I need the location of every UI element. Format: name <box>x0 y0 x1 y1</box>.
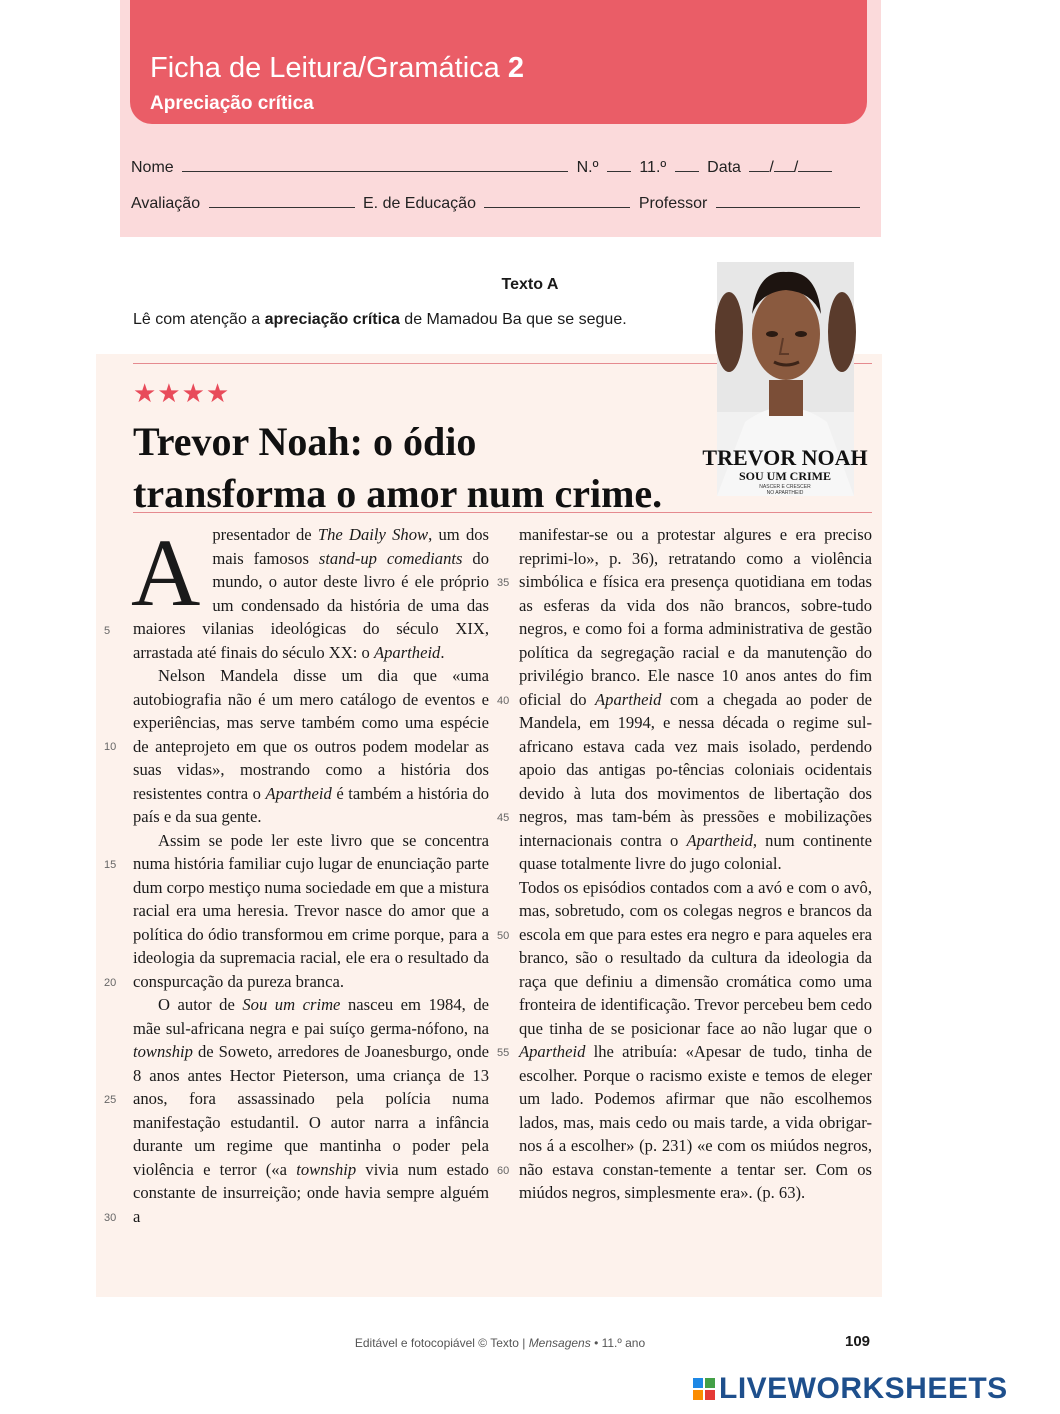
cover-title: TREVOR NOAH <box>702 445 868 470</box>
line-number: 55 <box>497 1047 510 1059</box>
paragraph: Apresentador de The Daily Show, um dos mais famosos stand-up comediants do mundo, o autor deste livro é ele próprio um condensado da história de uma das maiores vilanias ideológicas do século XIX, arrastada até finais do século XX: o Apartheid. <box>131 519 490 662</box>
paragraph: manifestar-se ou a protestar algures e era preciso reprimi-lo», p. 36), retratando como a violência simbólica e física era presença quotidiana em todas as esferas da vida dos não brancos, sobre-tudo negros, e como foi a forma administrativa de gestão política da segregação racial e da manutenção do privilégio branco. Ele nasce 10 anos antes do fim oficial do Apartheid com a chegada ao poder de Mandela, em 1994, e nessa década o regime sul-africano estava cada vez mais isolado, perdendo apoio das antigas po-tências coloniais ocidentais devido à luta dos movimentos de libertação dos negros, mas tam-bém às pressões e mobilizações internacionais contra o Apartheid, num continente quase totalmente livre do jugo colonial. <box>519 525 873 873</box>
year-label: 11.º <box>639 159 667 176</box>
class-field[interactable] <box>675 157 699 172</box>
line-number: 35 <box>497 577 510 589</box>
teacher-field[interactable] <box>716 193 860 208</box>
date-month-field[interactable] <box>774 157 794 172</box>
line-number: 20 <box>104 977 117 989</box>
line-number: 30 <box>104 1212 117 1224</box>
article-column-right <box>519 523 872 1205</box>
cover-tagline: NASCER E CRESCER <box>759 484 811 490</box>
rating-stars: ★★★★ <box>133 378 231 408</box>
number-field[interactable] <box>607 157 631 172</box>
line-number: 15 <box>104 859 117 871</box>
guardian-field[interactable] <box>484 193 630 208</box>
line-number: 10 <box>104 741 117 753</box>
liveworksheets-brand-text: LIVEWORKSHEETS <box>719 1372 1008 1405</box>
book-cover-illustration <box>702 262 868 496</box>
section-label: Texto A <box>501 276 559 293</box>
date-year-field[interactable] <box>798 157 832 172</box>
article-column-left <box>131 519 490 1228</box>
worksheet-number: 2 <box>507 52 524 84</box>
line-number: 45 <box>497 812 510 824</box>
form-row-identification <box>131 157 836 177</box>
drop-cap: A <box>131 519 201 626</box>
line-number: 40 <box>497 695 510 707</box>
article-headline: Trevor Noah: o ódio transforma o amor num crime. <box>133 419 663 516</box>
page-number: 109 <box>845 1333 871 1350</box>
line-number: 50 <box>497 930 510 942</box>
worksheet-title: Ficha de Leitura/Gramática 2 <box>150 52 524 84</box>
date-separator: / <box>793 159 799 176</box>
line-number: 25 <box>104 1094 117 1106</box>
paragraph: Todos os episódios contados com a avó e com o avô, mas, sobretudo, com os colegas negros e brancos da escola em que para estes era negro e para aqueles era branco, são o resultado da cultura da ideologia da raça que definiu a dimensão cromática como uma fronteira de identificação. Trevor percebeu bem cedo que tinha de se posicionar face ao não lugar que o Apartheid lhe atribuía: «Apesar de tudo, tinha de escolher. Porque o racismo existe e temos de eleger um lado. Podemos afirmar que não escolhemos lados, mas, mais cedo ou mais tarde, a vida obrigar-nos á a escolher» (p. 231) «e com os miúdos negros, não estava constan-temente a tentar ser. Com os miúdos negros, simplesmente era». (p. 63). <box>519 877 872 1202</box>
cover-tagline: NO APARTHEID <box>766 490 804 496</box>
form-row-evaluation <box>131 193 864 213</box>
intro-instruction: Lê com atenção a apreciação crítica de Mamadou Ba que se segue. <box>133 311 627 328</box>
date-day-field[interactable] <box>749 157 769 172</box>
guardian-label: E. de Educação <box>363 195 476 212</box>
liveworksheets-logo-icon <box>693 1378 715 1400</box>
paragraph: Assim se pode ler este livro que se concentra numa história familiar cujo lugar de enunciação parte dum corpo mestiço numa sociedade em que a mistura racial era uma heresia. Trevor nasce do amor que a política do ódio transformou em crime porque, para a ideologia da supremacia racial, ele era o resultado da conspurcação da pureza branca. <box>133 830 489 991</box>
name-field[interactable] <box>182 157 568 172</box>
number-label: N.º <box>576 159 599 176</box>
date-label: Data <box>707 159 741 176</box>
cover-subtitle: SOU UM CRIME <box>739 469 831 483</box>
evaluation-field[interactable] <box>209 193 355 208</box>
paragraph: Nelson Mandela disse um dia que «uma autobiografia não é um mero catálogo de eventos e experiências, mas serve também como uma espécie de anteprojeto em que os outros podem modelar as suas vidas», mostrando como a história dos resistentes contra o Apartheid é também a história do país e da sua gente. <box>133 666 489 826</box>
date-separator: / <box>769 159 774 176</box>
teacher-label: Professor <box>638 195 708 212</box>
line-number: 5 <box>104 625 111 637</box>
evaluation-label: Avaliação <box>131 195 201 212</box>
liveworksheets-watermark[interactable] <box>693 1372 1008 1406</box>
book-cover-photo <box>702 262 868 496</box>
paragraph: O autor de Sou um crime nasceu em 1984, de mãe sul-africana negra e pai suíço germa-nófono, na township de Soweto, arredores de Joanesburgo, onde 8 anos antes Hector Pieterson, uma criança de 13 anos, fora assassinado pela polícia numa manifestação estudantil. O autor narra a infância durante um regime que mantinha o poder pela violência e terror («a township vivia num estado constante de insurreição; onde havia sempre alguém a <box>133 995 490 1226</box>
page-footer: Editável e fotocopiável © Texto | Mensagens • 11.º ano <box>354 1336 646 1350</box>
worksheet-subtitle: Apreciação crítica <box>150 93 314 114</box>
line-number: 60 <box>497 1165 510 1177</box>
name-label: Nome <box>131 159 174 176</box>
